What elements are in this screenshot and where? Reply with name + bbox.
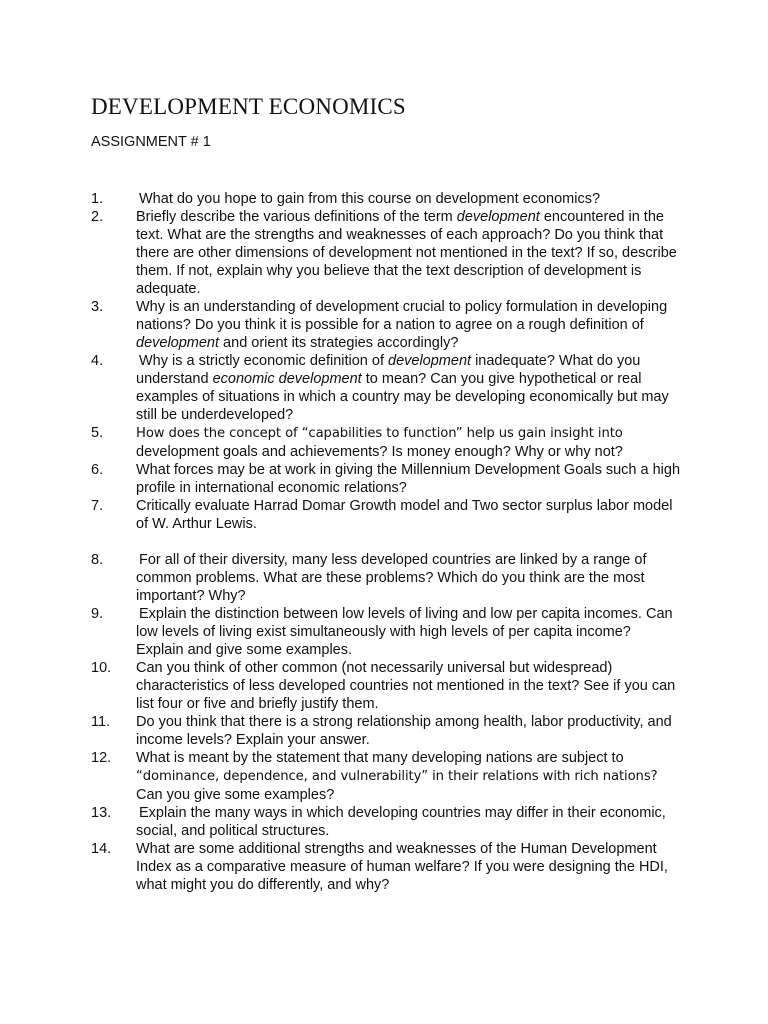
question-text-part: Explain the distinction between low levels of living and low per capita incomes. Can low levels of living exist simultaneously with high levels of per capita income? Explain and give some examples. [136,606,673,658]
emphasis-term: development [456,209,540,225]
question-number: 1. [91,191,104,207]
question-text [136,298,681,352]
question-text-part: Why is an understanding of development crucial to policy formulation in developing nations? Do you think it is possible for a nation to agree on a rough definition of [136,299,668,333]
emphasis-term: development [136,335,220,351]
question-number: 4. [91,353,104,369]
question-number: 8. [91,552,104,568]
question-text-part: Do you think that there is a strong relationship among health, labor productivity, and income levels? Explain your answer. [136,714,672,748]
question-text [136,190,681,208]
question-5 [0,424,768,461]
question-text-part: Explain the many ways in which developing countries may differ in their economic, social, and political structures. [136,805,666,839]
question-text-part: “dominance, dependence, and vulnerability” in their relations with rich nations? [136,769,658,784]
question-number: 3. [91,299,104,315]
question-number: 6. [91,462,104,478]
question-13 [0,804,768,840]
question-3 [0,298,768,352]
question-text-part: For all of their diversity, many less developed countries are linked by a range of common problems. What are these problems? Which do you think are the most important? Why? [136,552,647,604]
question-text-part: encountered in the text. What are the strengths and weaknesses of each approach? Do you think that there are other dimensions of development not mentioned in the text? If so, describe them. If not, explain why you believe that the text description of development is adequate. [136,209,677,297]
question-text-part: What forces may be at work in giving the Millennium Development Goals such a high profile in international economic relations? [136,462,681,496]
question-number: 10. [91,660,112,676]
question-text [136,713,681,749]
question-text-part: and orient its strategies accordingly? [219,335,459,351]
question-text-part: Can you think of other common (not necessarily universal but widespread) characteristics of less developed countries not mentioned in the text? See if you can list four or five and briefly justify them. [136,660,676,712]
question-text-part: Critically evaluate Harrad Domar Growth model and Two sector surplus labor model of W. Arthur Lewis. [136,498,673,532]
question-text-part: How does the concept of “capabilities to function” help us gain insight into [136,426,623,441]
question-6 [0,461,768,497]
question-number: 2. [91,209,104,225]
question-12 [0,749,768,804]
question-list [0,190,768,894]
question-11 [0,713,768,749]
question-4 [0,352,768,424]
question-text [136,352,681,424]
question-text [136,804,681,840]
question-text-part: Can you give some examples? [136,787,335,803]
question-text [136,659,681,713]
question-text [136,208,681,298]
question-7 [0,497,768,533]
question-text-part: What is meant by the statement that many developing nations are subject to [136,750,624,766]
question-text [136,461,681,497]
question-text-part: Why is a strictly economic definition of [139,353,389,369]
question-text-part: development goals and achievements? Is money enough? Why or why not? [136,444,623,460]
question-number: 13. [91,805,112,821]
question-number: 12. [91,750,112,766]
question-number: 7. [91,498,104,514]
question-number: 11. [91,714,111,730]
question-text [136,840,681,894]
question-text [136,497,681,533]
question-8 [0,551,768,605]
question-1 [0,190,768,208]
question-14 [0,840,768,894]
question-10 [0,659,768,713]
question-text-part: to mean? Can you give hypothetical or real examples of situations in which a country may be developing economically but may still be underdeveloped? [136,371,669,423]
question-text-part: Briefly describe the various definitions of the term [136,209,457,225]
question-text-part: What are some additional strengths and weaknesses of the Human Development Index as a comparative measure of human welfare? If you were designing the HDI, what might you do differently, and why? [136,841,668,893]
document-title: DEVELOPMENT ECONOMICS [91,94,406,119]
question-text [136,749,681,804]
question-text [136,424,681,461]
question-9 [0,605,768,659]
question-number: 9. [91,606,104,622]
assignment-label: ASSIGNMENT # 1 [91,134,211,150]
question-number: 14. [91,841,112,857]
question-text [136,605,681,659]
question-text-part: inadequate? What do you understand [136,353,641,387]
question-2 [0,208,768,298]
question-number: 5. [91,425,104,441]
emphasis-term: economic development [212,371,362,387]
question-text [136,551,681,605]
emphasis-term: development [388,353,472,369]
question-text-part: What do you hope to gain from this course on development economics? [139,191,601,207]
